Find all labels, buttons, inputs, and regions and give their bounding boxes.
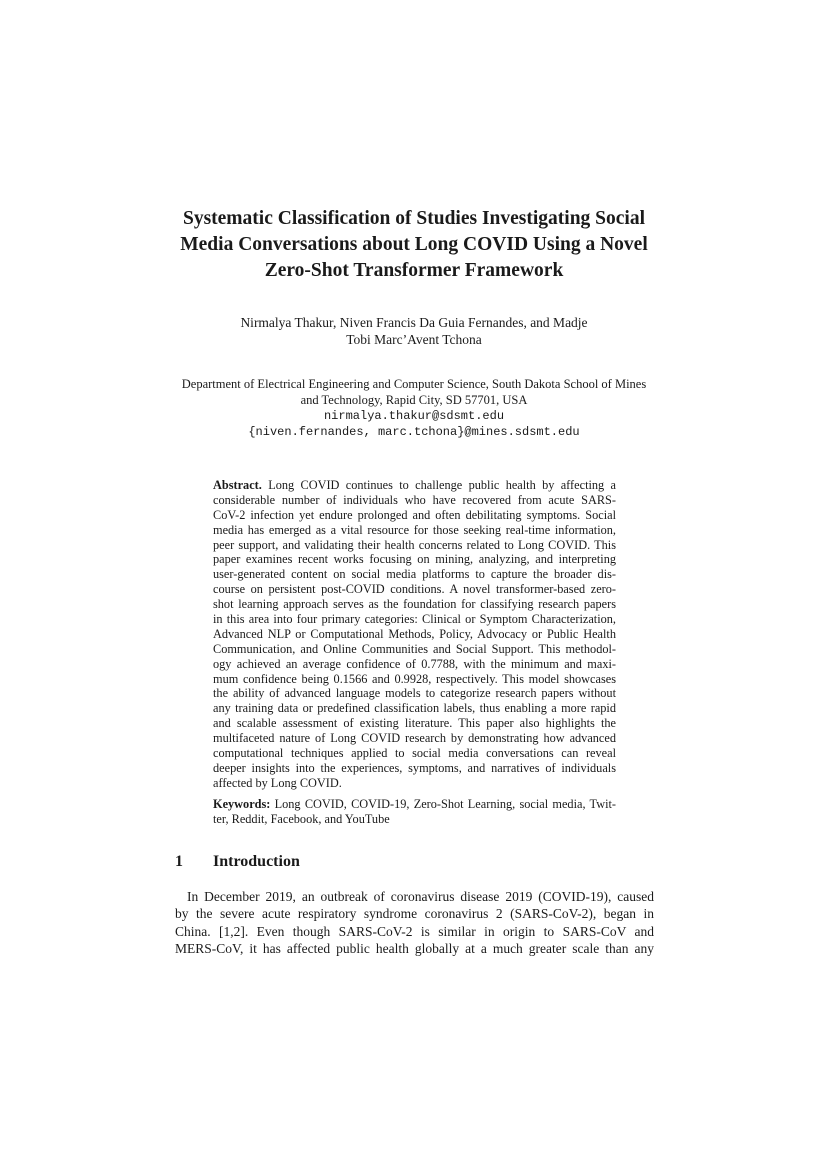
abstract-line: ogy achieved an average confidence of 0.7788, with the minimum and maxi- xyxy=(213,656,616,671)
body-line: MERS-CoV, it has affected public health globally at a much greater scale than any xyxy=(175,940,654,956)
abstract-line: Communication, and Online Communities and Social Support. This methodol- xyxy=(213,641,616,656)
keywords-text: Long COVID, COVID-19, Zero-Shot Learning, social media, Twit- xyxy=(270,797,616,811)
abstract-line: affected by Long COVID. xyxy=(213,775,342,790)
abstract-line: CoV-2 infection yet endure prolonged and often debilitating symptoms. Social xyxy=(213,507,616,522)
section-number: 1 xyxy=(175,853,183,870)
author-line: Tobi Marc’Avent Tchona xyxy=(346,332,482,347)
section-title: Introduction xyxy=(213,853,300,870)
abstract-text: Long COVID continues to challenge public health by affecting a xyxy=(261,478,616,492)
title-line: Media Conversations about Long COVID Using a Novel xyxy=(180,234,648,255)
affiliation-line: Department of Electrical Engineering and Computer Science, South Dakota School of Mines xyxy=(181,377,647,391)
section-heading xyxy=(175,853,300,871)
author-email: nirmalya.thakur@sdsmt.edu xyxy=(323,409,505,423)
abstract-line: user-generated content on social media platforms to capture the broader dis- xyxy=(213,567,616,582)
abstract-line: computational techniques applied to social media conversations can reveal xyxy=(213,746,616,761)
abstract-line: deeper insights into the experiences, symptoms, and narratives of individuals xyxy=(213,760,616,775)
abstract-line: the ability of advanced language models to categorize research papers without xyxy=(213,686,616,701)
affiliation-line: and Technology, Rapid City, SD 57701, USA xyxy=(300,393,528,407)
body-paragraph xyxy=(175,888,654,957)
abstract-line: any training data or predefined classification labels, thus enabling a more rapid xyxy=(213,701,616,716)
abstract-line: considerable number of individuals who have recovered from acute SARS- xyxy=(213,492,616,507)
body-line: by the severe acute respiratory syndrome coronavirus 2 (SARS-CoV-2), began in xyxy=(175,906,654,922)
author-email: {niven.fernandes, marc.tchona}@mines.sdsmt.edu xyxy=(248,425,580,439)
abstract-line: multifaceted nature of Long COVID research by demonstrating how advanced xyxy=(213,731,616,746)
abstract-line: shot learning approach serves as the foundation for classifying research papers xyxy=(213,597,616,612)
abstract-line: Advanced NLP or Computational Methods, Policy, Advocacy or Public Health xyxy=(213,626,616,641)
body-line: In December 2019, an outbreak of coronavirus disease 2019 (COVID-19), caused xyxy=(187,889,654,904)
affiliation-block xyxy=(150,376,678,440)
abstract-line: mum confidence being 0.1566 and 0.9928, respectively. This model showcases xyxy=(213,671,616,686)
author-line: Nirmalya Thakur, Niven Francis Da Guia Fernandes, and Madje xyxy=(240,315,588,330)
body-line: China. [1,2]. Even though SARS-CoV-2 is similar in origin to SARS-CoV and xyxy=(175,923,654,939)
abstract-block xyxy=(213,478,616,791)
keywords-line: ter, Reddit, Facebook, and YouTube xyxy=(213,811,390,826)
abstract-label: Abstract. xyxy=(213,478,262,492)
abstract-line xyxy=(213,478,616,493)
keywords-line xyxy=(213,797,616,812)
abstract-line: paper examines recent works focusing on mining, analyzing, and interpreting xyxy=(213,552,616,567)
author-list xyxy=(180,314,648,348)
keywords-label: Keywords: xyxy=(213,797,271,811)
title-line: Zero-Shot Transformer Framework xyxy=(264,260,564,281)
title-line: Systematic Classification of Studies Investigating Social xyxy=(182,208,646,229)
abstract-line: course on persistent post-COVID conditions. A novel transformer-based zero- xyxy=(213,582,616,597)
abstract-line: in this area into four primary categories: Clinical or Symptom Characterization, xyxy=(213,612,616,627)
paper-title xyxy=(150,206,678,284)
abstract-line: peer support, and validating their health concerns related to Long COVID. This xyxy=(213,537,616,552)
abstract-line: and scalable assessment of existing literature. This paper also highlights the xyxy=(213,716,616,731)
abstract-line: media has emerged as a vital resource for those seeking real-time information, xyxy=(213,522,616,537)
keywords-block xyxy=(213,797,616,827)
